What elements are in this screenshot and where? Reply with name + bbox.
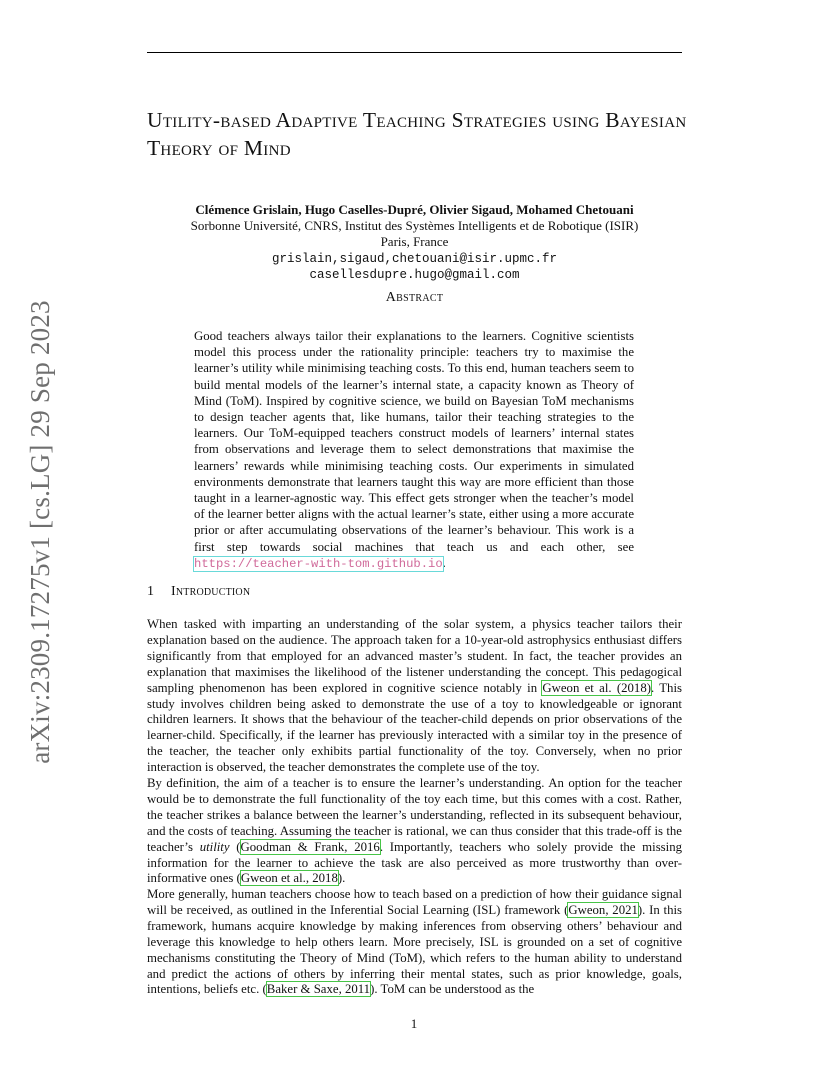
abstract-end: .: [442, 555, 446, 570]
affiliation: Sorbonne Université, CNRS, Institut des Systèmes Intelligents et de Robotique (ISIR): [190, 218, 639, 234]
p1-text-a: When tasked with imparting an understanding of the solar system, a physics teacher tailors their explanation based on the audience. The approach taken for a 10-year-old astrophysics enthusiast differs significantly from that employed for an advanced master’s student. In fact, the teacher provides an explanation that maximises the likelihood of the listener understanding the concept. This pedagogical sampling phenomenon has been explored in cognitive science notably in: [147, 617, 682, 695]
section-heading: [147, 584, 250, 600]
citation-link[interactable]: Gweon et al. (2018): [542, 680, 651, 695]
p3-text-c: . ToM can be understood as the: [374, 982, 535, 997]
abstract-text: Good teachers always tailor their explanations to the learners. Cognitive scientists model this process under the rationality principle: teachers try to maximise the learner’s utility while minimising teaching costs. To this end, human teachers seem to build mental models of the learner’s internal state, a capacity known as Theory of Mind (ToM). Inspired by cognitive science, we build on Bayesian ToM mechanisms to design teacher agents that, like humans, tailor their teaching strategies to the learners. Our ToM-equipped teachers construct models of learners’ internal states from observations and leverage them to select demonstrations that maximise the learners’ rewards while minimising teaching costs. Our experiments in simulated environments demonstrate that learners taught this way are more efficient than those taught in a learner-agnostic way. This effect gets stronger when the teacher’s model of the learner better aligns with the actual learner’s state, either using a more accurate prior or after accumulating observations of the learner’s behaviour. This work is a first step towards social machines that teach us and each other, see: [194, 329, 634, 554]
arxiv-sidebar-stamp: arXiv:2309.17275v1 [cs.LG] 29 Sep 2023: [25, 300, 55, 764]
abstract-heading: Abstract: [385, 290, 444, 305]
p2-text-b: . Importantly, teachers who solely provide the missing information for the learner to achieve the task are also perceived as more trustworthy than over-informative ones: [147, 839, 683, 886]
p3-text-b: . In this framework, humans acquire knowledge by making inferences from observing others’ behaviour and leverage this knowledge to help others learn. More precisely, ISL is grounded on a set of cognitive mechanisms constituting the Theory of Mind (ToM), which refers to the human ability to understand and predict the actions of others by inferring their mental states, such as prior knowledge, goals, intentions, beliefs etc.: [147, 902, 683, 997]
utility-term: utility: [199, 839, 230, 854]
author-block: [147, 202, 682, 283]
paper-title: Utility-based Adaptive Teaching Strategies using Bayesian Theory of Mind: [147, 108, 687, 160]
project-link[interactable]: https://teacher-with-tom.github.io: [194, 556, 443, 571]
abstract-body: [194, 328, 634, 572]
email-secondary: casellesdupre.hugo@gmail.com: [309, 267, 520, 282]
section-title: Introduction: [171, 584, 251, 599]
citation-link[interactable]: Gweon et al., 2018: [240, 871, 338, 886]
page-number: 1: [410, 1016, 418, 1031]
p2-text-c: .: [342, 871, 346, 886]
top-rule: [147, 52, 682, 53]
author-names: Clémence Grislain, Hugo Caselles-Dupré, Olivier Sigaud, Mohamed Chetouani: [195, 202, 634, 217]
paragraph-2: By definition, the aim of a teacher is to ensure the learner’s understanding. An option for the teacher would be to demonstrate the full functionality of the toy each time, but this comes with a cost. Rather, the teacher strikes a balance between the learner’s understanding, reflected in its subsequent behaviour, and the costs of teaching. Assuming the teacher is rational, we can thus consider that this trade-off is the teacher’s utility (Goodman & Frank, 2016. Importantly, teachers who solely provide the missing information for the learner to achieve the task are also perceived as more trustworthy than over-informative ones (Gweon et al., 2018).: [147, 776, 683, 886]
citation-link[interactable]: Gweon, 2021: [568, 902, 638, 917]
paragraph-1: [147, 617, 682, 776]
section-number: 1: [147, 584, 155, 599]
p2-text-a: By definition, the aim of a teacher is to ensure the learner’s understanding. An option for the teacher would be to demonstrate the full functionality of the toy each time, but this comes with a cost. Rather, the teacher strikes a balance between the learner’s understanding, reflected in its subsequent behaviour, and the costs of teaching. Assuming the teacher is rational, we can thus consider that this trade-off is the teacher’s: [147, 776, 682, 854]
email-primary: grislain,sigaud,chetouani@isir.upmc.fr: [271, 251, 558, 266]
p1-text-b: . This study involves children being asked to demonstrate the use of a toy to knowledgeable or ignorant children learners. It shows that the behaviour of the teacher-child depends on prior observations of the learner-child. Specifically, if the learner has previously interacted with a similar toy in the presence of the teacher, the teacher only exhibits partial functionality of the toy. Conversely, when no prior interaction is observed, the teacher demonstrates the complete use of the toy.: [147, 680, 682, 775]
citation-link[interactable]: Baker & Saxe, 2011: [266, 982, 371, 997]
paragraph-3: More generally, human teachers choose how to teach based on a prediction of how their guidance signal will be received, as outlined in the Inferential Social Learning (ISL) framework (Gweon, 2021). In this framework, humans acquire knowledge by making inferences from observing others’ behaviour and leverage this knowledge to help others learn. More precisely, ISL is grounded on a set of cognitive mechanisms constituting the Theory of Mind (ToM), which refers to the human ability to understand and predict the actions of others by inferring their mental states, such as prior knowledge, goals, intentions, beliefs etc. (Baker & Saxe, 2011). ToM can be understood as the: [147, 887, 683, 997]
p3-text-a: More generally, human teachers choose how to teach based on a prediction of how their guidance signal will be received, as outlined in the Inferential Social Learning (ISL) framework: [147, 887, 682, 917]
location: Paris, France: [380, 234, 449, 250]
citation-link[interactable]: Goodman & Frank, 2016: [240, 839, 380, 854]
